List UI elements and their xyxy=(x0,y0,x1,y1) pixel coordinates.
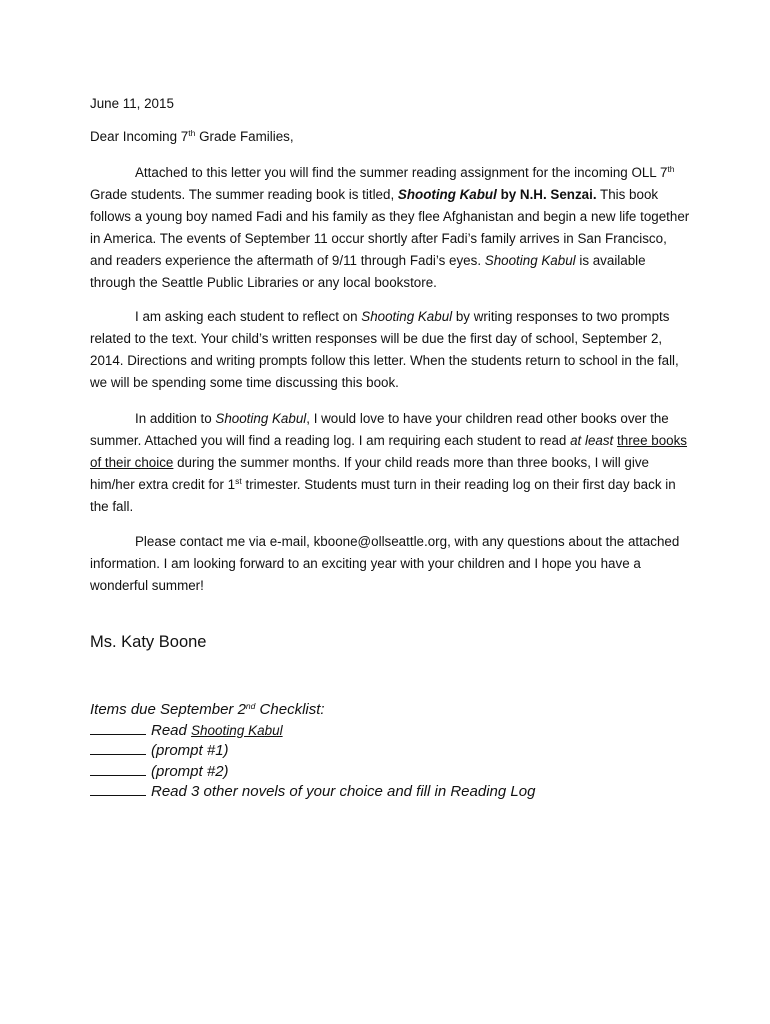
letter-date: June 11, 2015 xyxy=(90,96,174,111)
letter-greeting xyxy=(90,126,690,148)
book-title: Shooting Kabul xyxy=(215,411,307,426)
checklist-title-text-end: Checklist: xyxy=(255,701,325,718)
p3-text: , I would love to have your children read other books over the summer. Attached you will find a reading log. I am requiring each student to read xyxy=(90,411,669,448)
paragraph-3 xyxy=(90,408,690,518)
checklist-title-superscript: nd xyxy=(245,701,256,711)
checklist-title xyxy=(90,700,690,721)
checklist xyxy=(90,700,690,803)
paragraph-1 xyxy=(90,162,690,294)
blank-line xyxy=(90,721,146,735)
p1-text: is available through the Seattle Public Libraries or any local bookstore. xyxy=(90,253,646,290)
p3-text: trimester. Students must turn in their reading log on their first day back in the fall. xyxy=(90,477,676,514)
item-text: (prompt #1) xyxy=(151,742,229,759)
blank-line xyxy=(90,782,146,796)
p1-superscript: th xyxy=(667,164,675,174)
greeting-superscript: th xyxy=(188,128,196,138)
book-title: Shooting Kabul xyxy=(484,253,576,268)
p1-text: This book follows a young boy named Fadi and his family as they flee Afghanistan and begin a new life together in America. The events of September 11 occur shortly after Fadi’s family arrives in San Francisco, and readers experience the aftermath of 9/11 through Fadi’s eyes. xyxy=(90,187,690,268)
item-text: (prompt #2) xyxy=(151,762,229,780)
checklist-title-text: Items due September 2 xyxy=(90,701,246,718)
p3-superscript: st xyxy=(235,476,242,486)
p2-text: I am asking each student to reflect on xyxy=(135,309,362,324)
p2-text: by writing responses to two prompts related to the text. Your child’s written responses will be due the first day of school, September 2, 2014. Directions and writing prompts follow this letter. When the students return to school in the fall, we will be spending some time discussing this book. xyxy=(90,309,679,390)
p1-text: Attached to this letter you will find the summer reading assignment for the incoming OLL 7 xyxy=(135,165,668,180)
underlined-text: three books of their choice xyxy=(90,433,688,470)
greeting-text-end: Grade Families, xyxy=(195,129,294,144)
item-text: Read 3 other novels of your choice and fill in Reading Log xyxy=(151,783,536,800)
p3-text: during the summer months. If your child reads more than three books, I will give him/her extra credit for 1 xyxy=(90,455,649,492)
p1-text: Grade students. The summer reading book is titled, xyxy=(90,187,398,202)
checklist-item xyxy=(90,741,690,762)
item-text: Read xyxy=(151,721,192,739)
book-title: Shooting Kabul xyxy=(191,722,283,738)
checklist-item xyxy=(90,762,690,783)
checklist-item xyxy=(90,721,690,742)
checklist-item xyxy=(90,782,690,803)
signature-name: Ms. Katy Boone xyxy=(90,633,207,651)
book-title: Shooting Kabul xyxy=(361,309,453,324)
emphasis-text: at least xyxy=(570,433,614,448)
book-title: Shooting Kabul xyxy=(397,187,497,202)
book-author: by N.H. Senzai. xyxy=(496,187,597,202)
greeting-text: Dear Incoming 7 xyxy=(90,129,189,144)
blank-line xyxy=(90,762,146,776)
p3-text: In addition to xyxy=(135,411,216,426)
paragraph-2 xyxy=(90,306,690,394)
blank-line xyxy=(90,741,146,755)
paragraph-4: Please contact me via e-mail, kboone@ollseattle.org, with any questions about the attached information. I am looking forward to an exciting year with your children and I hope you have a wonderful summer! xyxy=(90,534,680,593)
